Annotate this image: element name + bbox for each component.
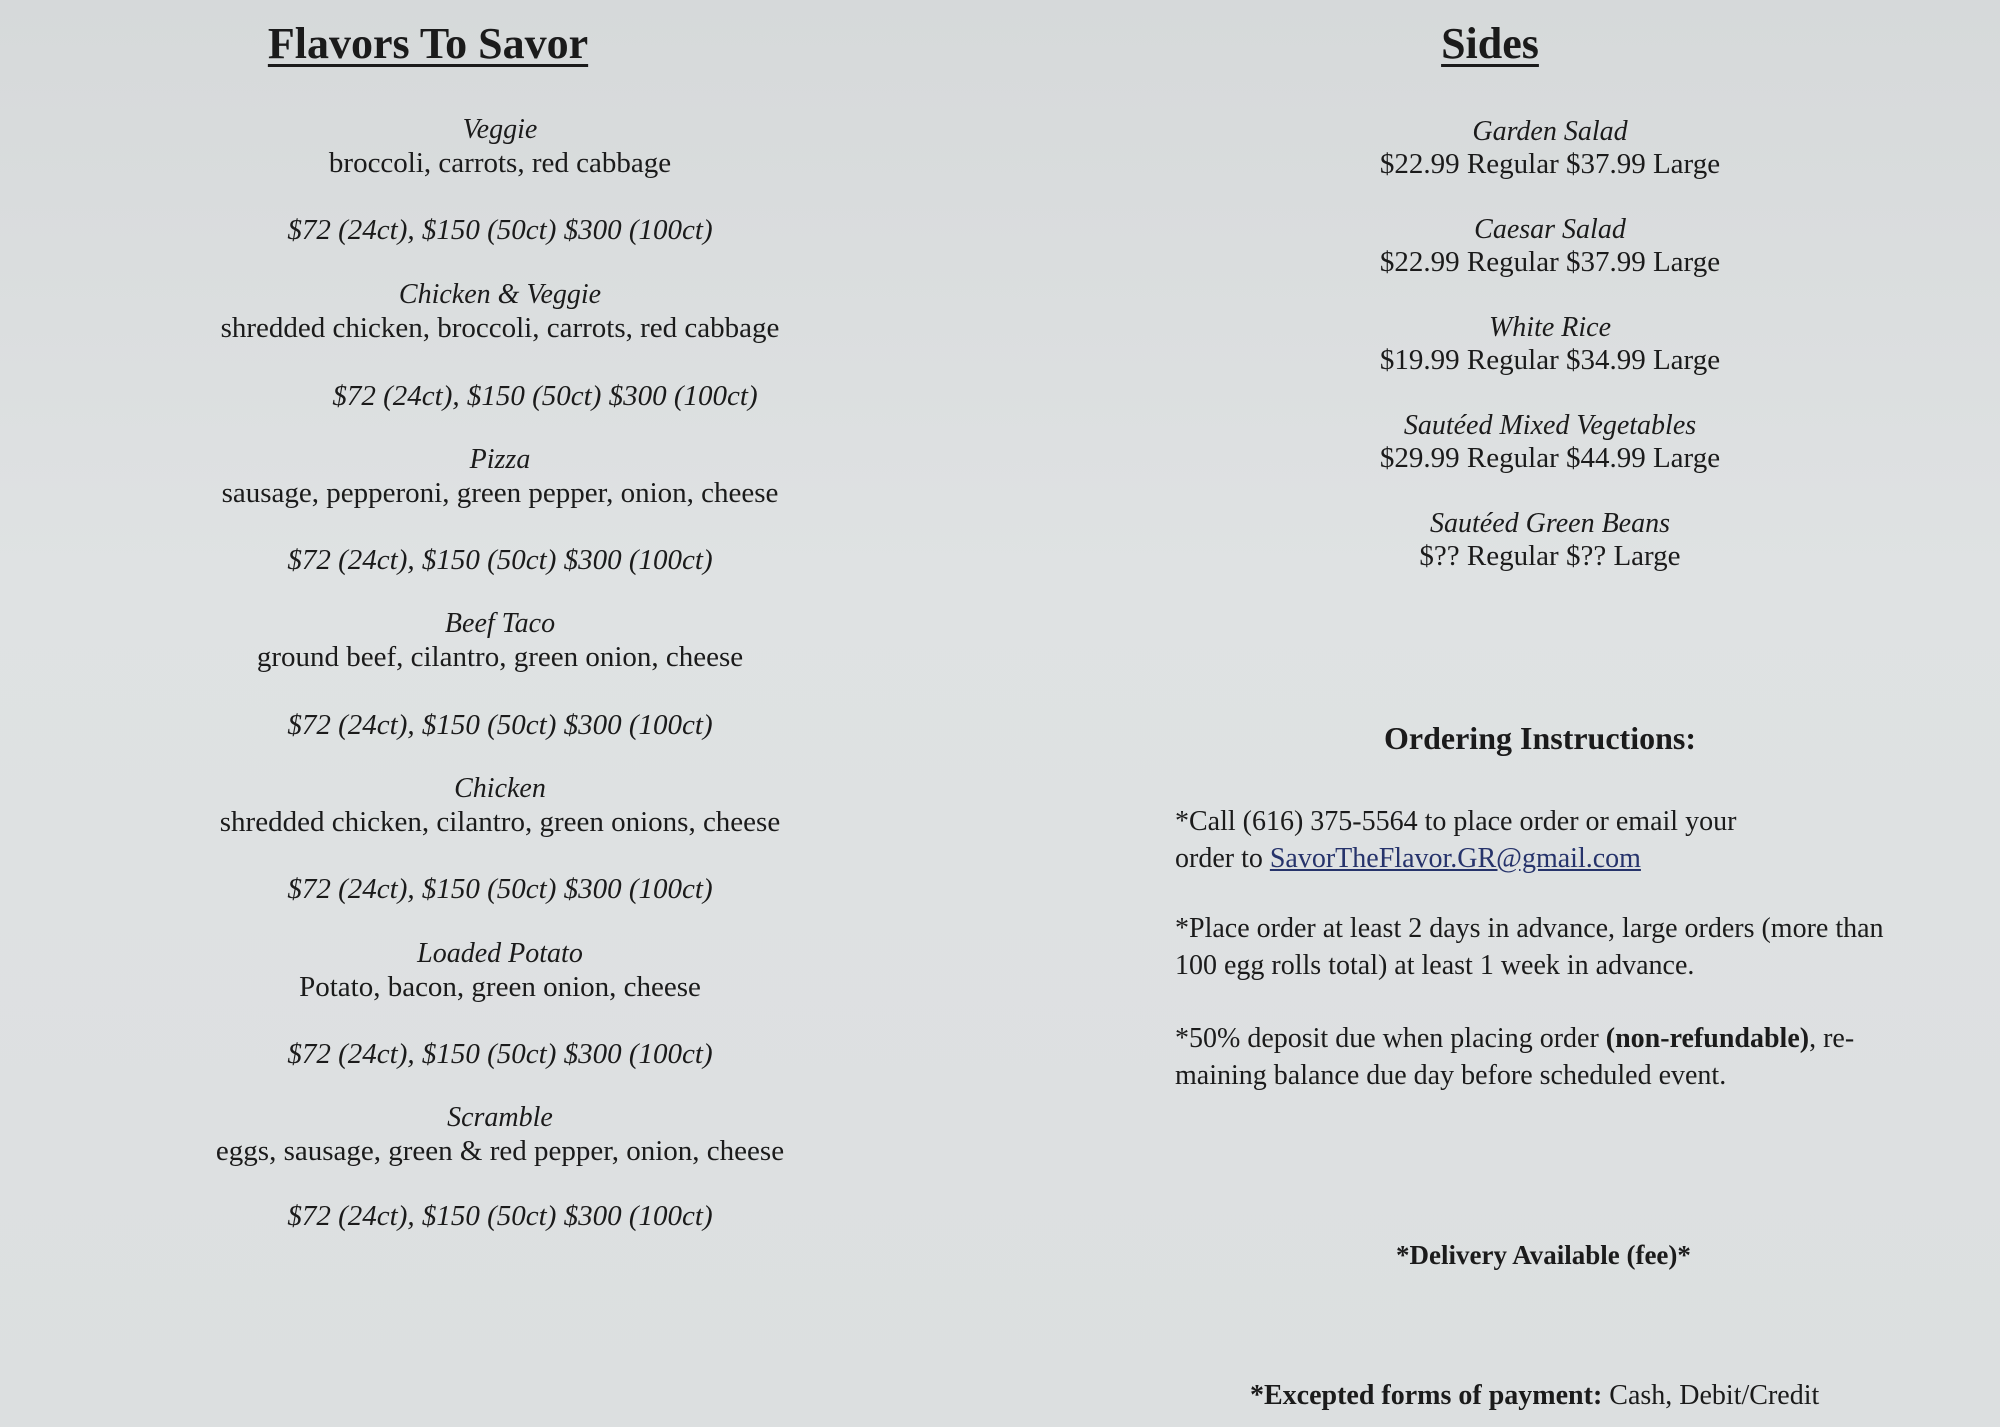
side-price: $?? Regular $?? Large: [1419, 540, 1681, 572]
item-name: Chicken & Veggie: [398, 279, 602, 310]
item-price: $72 (24ct), $150 (50ct) $300 (100ct): [287, 544, 713, 576]
item-description: sausage, pepperoni, green pepper, onion, cheese: [221, 477, 779, 509]
menu-item: [100, 444, 900, 510]
ordering-title: Ordering Instructions:: [1384, 720, 1696, 756]
instruction-deposit: [1175, 1020, 1935, 1094]
side-price: $29.99 Regular $44.99 Large: [1379, 442, 1721, 474]
menu-item: [100, 938, 900, 1004]
menu-item: [100, 1102, 900, 1168]
instruction-advance-line1: *Place order at least 2 days in advance, large orders (more than: [1175, 913, 1884, 944]
item-name: Beef Taco: [444, 608, 556, 639]
item-description: shredded chicken, cilantro, green onions, cheese: [219, 806, 781, 838]
side-item: [1160, 115, 1940, 181]
side-item: [1160, 311, 1940, 377]
payment-note: [1250, 1380, 1819, 1412]
menu-item: [100, 279, 900, 345]
item-price: $72 (24ct), $150 (50ct) $300 (100ct): [332, 380, 758, 412]
side-price: $22.99 Regular $37.99 Large: [1379, 148, 1721, 180]
side-item: [1160, 409, 1940, 475]
item-name: Veggie: [462, 114, 538, 145]
item-price: $72 (24ct), $150 (50ct) $300 (100ct): [287, 709, 713, 741]
item-description: broccoli, carrots, red cabbage: [328, 147, 672, 179]
deposit-prefix: *50% deposit due when placing order: [1175, 1023, 1606, 1054]
deposit-nonrefundable: (non-refundable): [1605, 1023, 1810, 1054]
flavors-title: Flavors To Savor: [267, 19, 589, 68]
item-name: Loaded Potato: [417, 938, 583, 969]
payment-value: Cash, Debit/Credit: [1602, 1380, 1820, 1411]
menu-item: [100, 608, 900, 674]
email-link[interactable]: SavorTheFlavor.GR@gmail.com: [1269, 843, 1641, 874]
side-item: [1160, 213, 1940, 279]
deposit-suffix: , re-: [1809, 1023, 1855, 1054]
side-name: White Rice: [1488, 312, 1612, 343]
payment-label: *Excepted forms of payment:: [1250, 1380, 1603, 1411]
item-price: $72 (24ct), $150 (50ct) $300 (100ct): [287, 873, 713, 905]
sides-title: Sides: [1441, 19, 1539, 68]
side-price: $22.99 Regular $37.99 Large: [1379, 246, 1721, 278]
delivery-note: *Delivery Available (fee)*: [1396, 1240, 1691, 1270]
instruction-call-line1: *Call (616) 375-5564 to place order or email your: [1175, 806, 1737, 837]
menu-item: [100, 114, 900, 180]
item-description: ground beef, cilantro, green onion, cheese: [256, 641, 744, 673]
item-name: Chicken: [454, 773, 546, 804]
instruction-call-prefix: order to: [1175, 843, 1270, 874]
instruction-advance-line2: 100 egg rolls total) at least 1 week in advance.: [1175, 950, 1695, 981]
item-description: Potato, bacon, green onion, cheese: [299, 971, 701, 1003]
item-price: $72 (24ct), $150 (50ct) $300 (100ct): [287, 214, 713, 246]
item-description: eggs, sausage, green & red pepper, onion, cheese: [215, 1135, 785, 1167]
side-name: Garden Salad: [1472, 116, 1628, 147]
item-price: $72 (24ct), $150 (50ct) $300 (100ct): [287, 1038, 713, 1070]
side-name: Sautéed Mixed Vegetables: [1403, 410, 1697, 441]
item-price: $72 (24ct), $150 (50ct) $300 (100ct): [287, 1200, 713, 1232]
instruction-call-line2: [1175, 840, 1935, 877]
item-name: Pizza: [469, 444, 531, 475]
menu-item: [100, 773, 900, 839]
side-name: Sautéed Green Beans: [1430, 508, 1670, 539]
side-price: $19.99 Regular $34.99 Large: [1379, 344, 1721, 376]
instruction-call: [1175, 803, 1935, 877]
item-description: shredded chicken, broccoli, carrots, red cabbage: [220, 312, 780, 344]
side-item: [1160, 507, 1940, 573]
instruction-deposit-line1: [1175, 1020, 1935, 1057]
instruction-advance: [1175, 910, 1935, 984]
instruction-deposit-line2: maining balance due day before scheduled event.: [1175, 1060, 1727, 1091]
item-name: Scramble: [447, 1102, 553, 1133]
side-name: Caesar Salad: [1474, 214, 1626, 245]
